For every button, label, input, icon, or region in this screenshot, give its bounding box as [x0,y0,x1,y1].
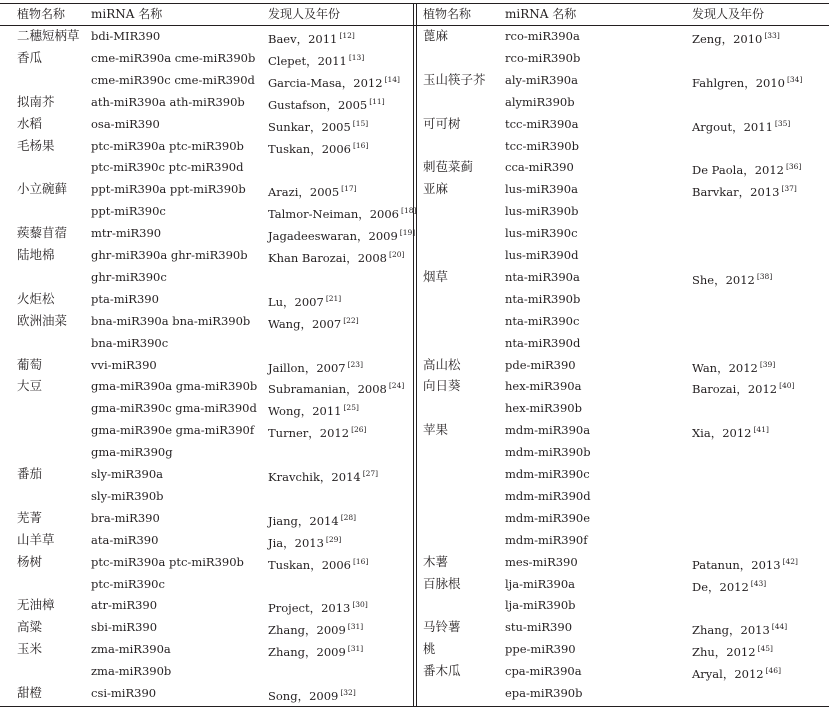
table-row [417,156,827,178]
citation-number: [31] [347,644,364,654]
mirna-name: lja-miR390a [505,576,576,591]
mirna-name: mdm-miR390e [505,510,591,525]
plant-name: 苹果 [423,422,449,438]
mirna-name: ptc-miR390a ptc-miR390b [91,554,244,569]
mirna-name: zma-miR390b [91,664,172,679]
table-row [0,222,416,244]
table-row [417,638,827,660]
table-row [417,91,827,113]
mirna-name: lus-miR390d [505,248,579,262]
mirna-name: ata-miR390 [91,532,159,547]
reference-author-year: Zhang，2013 [692,623,770,638]
mirna-name: ptc-miR390c ptc-miR390d [91,160,244,175]
reference-author-year: Zhu，2012 [692,645,756,660]
header-discoverer: 发现人及年份 [692,7,765,21]
plant-name: 杨树 [17,553,43,569]
mirna-name: tcc-miR390b [505,138,579,153]
citation-number: [16] [352,556,369,566]
table-row [0,69,410,91]
citation-number: [29] [325,534,342,544]
mirna-name: lus-miR390b [505,204,579,219]
mirna-name: tcc-miR390a [505,116,579,131]
mirna-name: ppt-miR390c [91,204,166,219]
mirna-name: ppe-miR390 [505,642,576,657]
mirna-name: bra-miR390 [91,510,160,525]
plant-name: 玉米 [17,641,43,657]
reference-author-year: Zhang，2009 [268,623,346,638]
table-row [417,332,827,354]
mirna-name: cme-miR390c cme-miR390d [91,72,255,87]
plant-name: 二穗短柄草 [17,28,80,43]
mirna-name: cpa-miR390a [505,664,582,679]
table-row [0,200,417,222]
citation-number: [39] [759,359,776,369]
plant-name: 毛杨果 [17,137,55,153]
citation-number: [18] [401,206,417,216]
reference-author-year: Turner，2012 [268,426,350,441]
table-row [417,266,827,288]
citation-number: [30] [352,600,368,610]
table-row [417,594,827,616]
mirna-name: ath-miR390a ath-miR390b [91,94,245,109]
mirna-name: hex-miR390b [505,401,582,416]
mirna-name: nta-miR390b [505,291,581,306]
citation-number: [38] [756,271,773,281]
citation-number: [15] [352,118,369,128]
table-row [0,573,410,595]
mirna-name: rco-miR390a [505,29,580,43]
table-row [417,616,827,638]
reference-author-year: Tuskan，2006 [268,557,351,572]
reference-author-year: Garcia-Masa，2012 [268,75,383,90]
citation-number: [36] [785,162,802,172]
table-row [0,310,410,332]
plant-name: 马铃薯 [423,619,461,635]
reference-author-year: Kravchik，2014 [268,470,361,484]
citation-number: [23] [347,359,364,369]
citation-number: [44] [771,622,788,632]
mirna-name: cme-miR390a cme-miR390b [91,50,256,65]
table-row [417,47,827,69]
mirna-name: gma-miR390a gma-miR390b [91,379,258,394]
mirna-name: ghr-miR390a ghr-miR390b [91,248,248,262]
citation-number: [26] [351,425,367,435]
mirna-name: gma-miR390g [91,445,173,460]
table-row [0,660,410,682]
table-row [417,507,827,529]
citation-number: [20] [389,250,405,259]
citation-number: [37] [781,184,797,194]
citation-number: [27] [362,469,379,478]
table-row [0,616,410,638]
table-row [0,507,410,529]
header-row-left [0,3,413,25]
reference-author-year: Wan，2012 [692,360,758,375]
plant-name: 番木瓜 [423,663,461,679]
mirna-name: nta-miR390d [505,335,581,350]
table-row [0,25,410,47]
bottom-rule [0,706,829,707]
reference-author-year: Jiang，2014 [268,513,339,528]
mirna-name: alymiR390b [505,94,575,109]
reference-author-year: Tuskan，2006 [268,141,351,156]
citation-number: [28] [340,512,357,522]
plant-name: 向日葵 [423,378,461,394]
reference-author-year: Sunkar，2005 [268,119,351,134]
table-row [0,135,410,157]
mirna-name: ghr-miR390c [91,269,167,284]
table-row [417,485,827,507]
plant-name: 高粱 [17,619,43,635]
mirna-name: gma-miR390c gma-miR390d [91,401,257,416]
reference-author-year: Wang，2007 [268,316,342,331]
plant-name: 大豆 [17,378,43,394]
table-row [0,485,410,507]
mirna-name: ptc-miR390c [91,576,165,591]
table-row [417,682,827,704]
citation-number: [11] [369,96,385,106]
mirna-name: mdm-miR390a [505,423,591,438]
mirna-name: sly-miR390a [91,467,164,481]
table-row [417,288,827,310]
table-row [417,397,827,419]
mirna-name: csi-miR390 [91,686,157,700]
plant-name: 芜菁 [17,509,43,525]
mirna-name: hex-miR390a [505,379,582,394]
mirna-name: pde-miR390 [505,357,576,372]
reference-author-year: Gustafson，2005 [268,97,368,112]
mirna-name: bdi-MIR390 [91,29,161,43]
table-row [0,113,410,135]
header-mirna: miRNA 名称 [505,7,577,21]
mirna-name: lus-miR390c [505,226,578,241]
reference-author-year: Jia，2013 [268,535,324,550]
mirna-name: cca-miR390 [505,160,574,175]
table-row [0,354,410,376]
citation-number: [33] [764,31,780,40]
plant-name: 小立碗藓 [17,181,68,197]
table-row [0,178,410,200]
table-row [0,419,410,441]
mirna-name: stu-miR390 [505,620,573,635]
citation-number: [13] [348,52,365,62]
table-row [0,288,410,310]
plant-name: 桃 [423,641,436,657]
table-row [417,660,827,682]
reference-author-year: She，2012 [692,272,755,287]
citation-number: [43] [750,578,767,588]
table-row [0,91,410,113]
table-row [417,419,827,441]
table-row [0,551,410,573]
mirna-name: lus-miR390a [505,182,578,197]
table-row [0,638,410,660]
mirna-name: mdm-miR390b [505,445,591,460]
column-divider-left [413,3,414,706]
plant-name: 木薯 [423,553,449,569]
mirna-name: mtr-miR390 [91,226,162,241]
table-row [417,310,827,332]
mirna-name: nta-miR390c [505,313,580,328]
table-row [0,266,410,288]
mirna-name: nta-miR390a [505,269,580,284]
table-row [417,573,827,595]
citation-number: [16] [352,140,369,150]
table-row [0,441,410,463]
header-discoverer: 发现人及年份 [268,7,341,21]
plant-name: 烟草 [423,268,449,284]
citation-number: [14] [384,74,400,84]
plant-name: 蒺藜苜蓿 [17,225,68,241]
mirna-name: zma-miR390a [91,642,171,657]
reference-author-year: Clepet，2011 [268,53,347,68]
mirna-name: mes-miR390 [505,554,578,569]
plant-name: 香瓜 [17,49,43,65]
table-row [417,551,827,573]
reference-author-year: Lu，2007 [268,294,324,309]
table-row [0,397,410,419]
reference-author-year: Barozai，2012 [692,382,778,397]
reference-author-year: Patanun，2013 [692,557,781,572]
citation-number: [19] [399,228,416,238]
plant-name: 火炬松 [17,290,55,306]
plant-name: 百脉根 [423,575,461,591]
table-row [0,529,410,551]
mirna-name: osa-miR390 [91,116,160,131]
citation-number: [17] [341,184,357,194]
plant-name: 无油樟 [17,597,55,613]
reference-author-year: Fahlgren，2010 [692,75,785,90]
citation-number: [22] [343,315,359,325]
reference-author-year: Xia，2012 [692,426,752,441]
citation-number: [42] [782,556,798,566]
plant-name: 欧洲油菜 [17,312,68,328]
plant-name: 水稻 [17,115,43,131]
table-row [417,441,827,463]
plant-name: 陆地棉 [17,247,55,262]
table-row [417,113,827,135]
plant-name: 亚麻 [423,181,449,197]
table-row [0,594,410,616]
table-row [0,682,410,704]
mirna-name: vvi-miR390 [91,357,157,372]
citation-number: [21] [325,293,342,303]
mirna-name: mdm-miR390f [505,532,588,547]
discoverer-year [268,682,356,707]
plant-name: 甜橙 [17,685,43,700]
mirna-name: epa-miR390b [505,686,583,700]
plant-name: 玉山筷子芥 [423,71,486,87]
mirna-name: bna-miR390a bna-miR390b [91,313,251,328]
citation-number: [41] [753,425,769,435]
reference-author-year: Project，2013 [268,601,351,616]
mirna-name: mdm-miR390d [505,488,591,503]
table-row [417,69,827,91]
table-row [417,200,827,222]
mirna-name: sbi-miR390 [91,620,158,635]
table-row [0,47,410,69]
citation-number: [32] [340,688,356,697]
mirna-name: lja-miR390b [505,598,576,613]
plant-name: 高山松 [423,356,461,372]
citation-number: [25] [343,403,359,413]
mirna-name: rco-miR390b [505,50,581,65]
reference-author-year: De，2012 [692,579,749,594]
plant-name: 拟南芥 [17,93,55,109]
table-row [0,244,410,266]
mirna-name: gma-miR390e gma-miR390f [91,423,255,438]
citation-number: [31] [347,622,364,632]
mirna-name: aly-miR390a [505,72,578,87]
table-row [417,375,827,397]
reference-author-year: Barvkar，2013 [692,185,780,200]
mirna-name: pta-miR390 [91,291,159,306]
mirna-name: atr-miR390 [91,598,158,613]
table-row [0,332,410,354]
mirna-name: ptc-miR390a ptc-miR390b [91,138,244,153]
table-row [417,529,827,551]
discoverer-year [692,682,694,707]
header-mirna: miRNA 名称 [91,7,163,21]
plant-name: 蓖麻 [423,28,449,43]
reference-author-year: Baev，2011 [268,32,338,46]
plant-name: 山羊草 [17,531,55,547]
table-row [417,463,827,485]
citation-number: [12] [339,31,355,40]
table-row [417,178,827,200]
reference-author-year: Subramanian，2008 [268,382,387,397]
table-row [417,222,827,244]
reference-author-year: Zhang，2009 [268,645,346,660]
citation-number: [35] [774,118,791,128]
reference-author-year: Zeng，2010 [692,32,763,46]
citation-number: [34] [786,74,803,84]
table-row [0,375,410,397]
mirna-name: ppt-miR390a ppt-miR390b [91,182,246,197]
reference-author-year: Wong，2011 [268,404,342,419]
header-plant: 植物名称 [423,7,472,21]
citation-number: [46] [765,666,782,676]
table-row [417,135,827,157]
reference-author-year: Jagadeeswaran，2009 [268,229,398,244]
mirna-name: mdm-miR390c [505,467,590,481]
table-row [0,156,410,178]
table-row [417,244,827,266]
mirna-name: bna-miR390c [91,335,169,350]
citation-number: [40] [779,381,795,391]
plant-name: 刺苞菜蓟 [423,159,474,175]
mirna-name: sly-miR390b [91,488,164,503]
plant-name: 可可树 [423,115,461,131]
header-row-right [417,3,829,25]
reference-author-year: De Paola，2012 [692,163,784,178]
table-row [0,463,410,485]
citation-number: [24] [388,381,405,391]
reference-author-year: Jaillon，2007 [268,360,346,375]
reference-author-year: Argout，2011 [692,119,773,134]
header-plant: 植物名称 [17,7,66,21]
reference-author-year: Talmor-Neiman，2006 [268,207,400,222]
reference-author-year: Song，2009 [268,689,339,703]
reference-author-year: Arazi，2005 [268,185,340,200]
plant-name: 葡萄 [17,356,43,372]
table-row [417,25,827,47]
citation-number: [45] [757,644,773,654]
plant-name: 番茄 [17,466,43,481]
reference-author-year: Khan Barozai，2008 [268,251,388,265]
table-row [417,354,827,376]
reference-author-year: Aryal，2012 [692,667,764,682]
